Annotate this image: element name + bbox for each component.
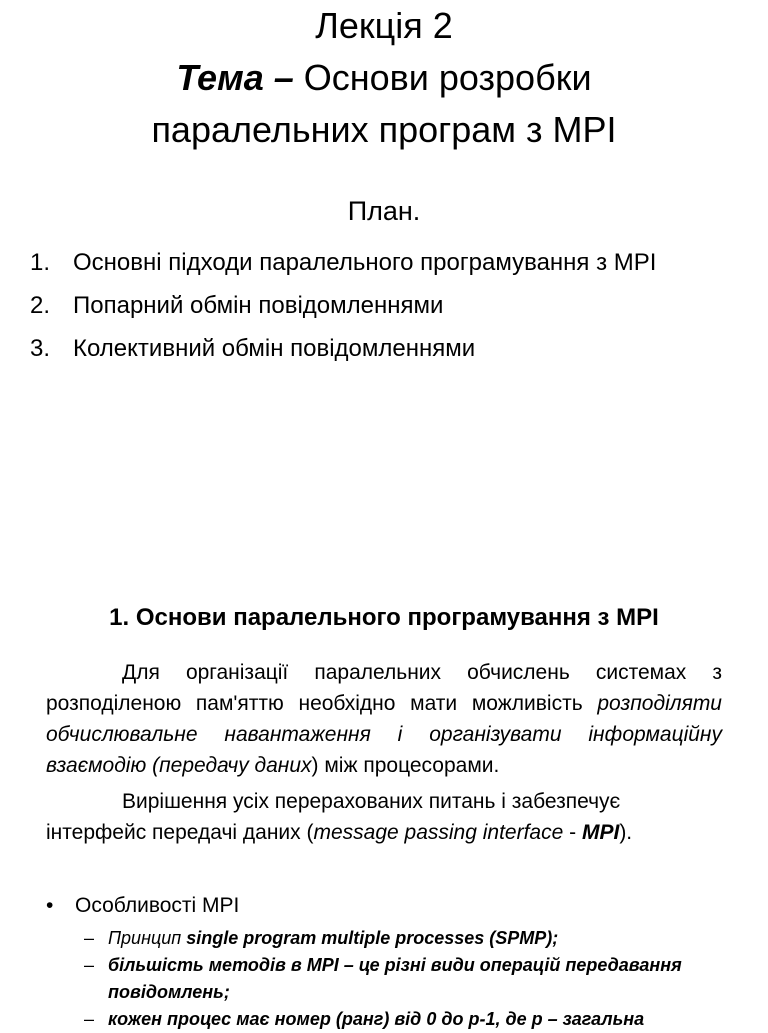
paragraph-2-bold: MPI	[581, 821, 620, 844]
sub-list	[84, 925, 724, 1033]
bullet-text: Особливості MPI	[75, 894, 240, 917]
sub-dash: –	[84, 955, 95, 975]
sub-item-1-bold: single program multiple processes (SPMP);	[186, 928, 559, 948]
paragraph-2-sep: -	[563, 821, 582, 844]
plan-item-text: Колективний обмін повідомленнями	[73, 335, 476, 362]
sub-item-3-text: кожен процес має номер (ранг) від 0 до p-1, де p – загальна	[108, 1009, 645, 1029]
paragraph-2-end: ).	[619, 821, 633, 844]
plan-item	[30, 331, 656, 374]
paragraph-2-italic: message passing interface	[313, 821, 564, 844]
sub-dash: –	[84, 928, 95, 948]
plan-item-text: Основні підходи паралельного програмування з МРІ	[73, 249, 657, 276]
title-line-2	[0, 52, 768, 104]
bullet-dot: •	[46, 894, 54, 917]
slide-1	[0, 0, 768, 512]
slide-title	[0, 0, 768, 156]
title-line-1: Лекція 2	[315, 5, 453, 46]
plan-heading: План.	[347, 196, 421, 226]
paragraph-1-text: Для організації паралельних обчислень системах з розподіленою пам'яттю необхідно мати можливість	[46, 661, 722, 715]
title-topic: Основи розробки	[293, 57, 592, 98]
sub-item-2-text: більшість методів в MPI – це різні види операцій передавання повідомлень;	[108, 955, 682, 1002]
sub-dash: –	[84, 1009, 95, 1029]
plan-item	[30, 288, 656, 331]
title-line-3: паралельних програм з МРІ	[151, 109, 617, 150]
plan-item-number: 2.	[30, 292, 51, 319]
plan-list	[30, 245, 656, 374]
paragraph-2	[46, 786, 722, 848]
slide-2	[0, 512, 768, 1029]
section-heading: 1. Основи паралельного програмування з МРІ	[109, 604, 659, 631]
sub-item	[84, 952, 724, 1006]
sub-item	[84, 925, 724, 952]
plan-item-number: 3.	[30, 335, 51, 362]
plan-item-number: 1.	[30, 249, 51, 276]
sub-item	[84, 1006, 724, 1033]
paragraph-1-italic: розподіляти обчислювальне навантаження і організувати інформаційну взаємодію (передачу даних	[46, 692, 722, 777]
title-label: Тема –	[176, 57, 294, 98]
sub-item-1-italic: Принцип	[108, 928, 187, 948]
paragraph-1-end: ) між процесорами.	[311, 754, 500, 777]
paragraph-1	[46, 657, 722, 781]
paragraph-2-text: Вирішення усіх перерахованих питань і забезпечує інтерфейс передачі даних (	[46, 790, 621, 844]
bullet-item	[46, 894, 239, 918]
plan-item	[30, 245, 656, 288]
plan-item-text: Попарний обмін повідомленнями	[73, 292, 444, 319]
